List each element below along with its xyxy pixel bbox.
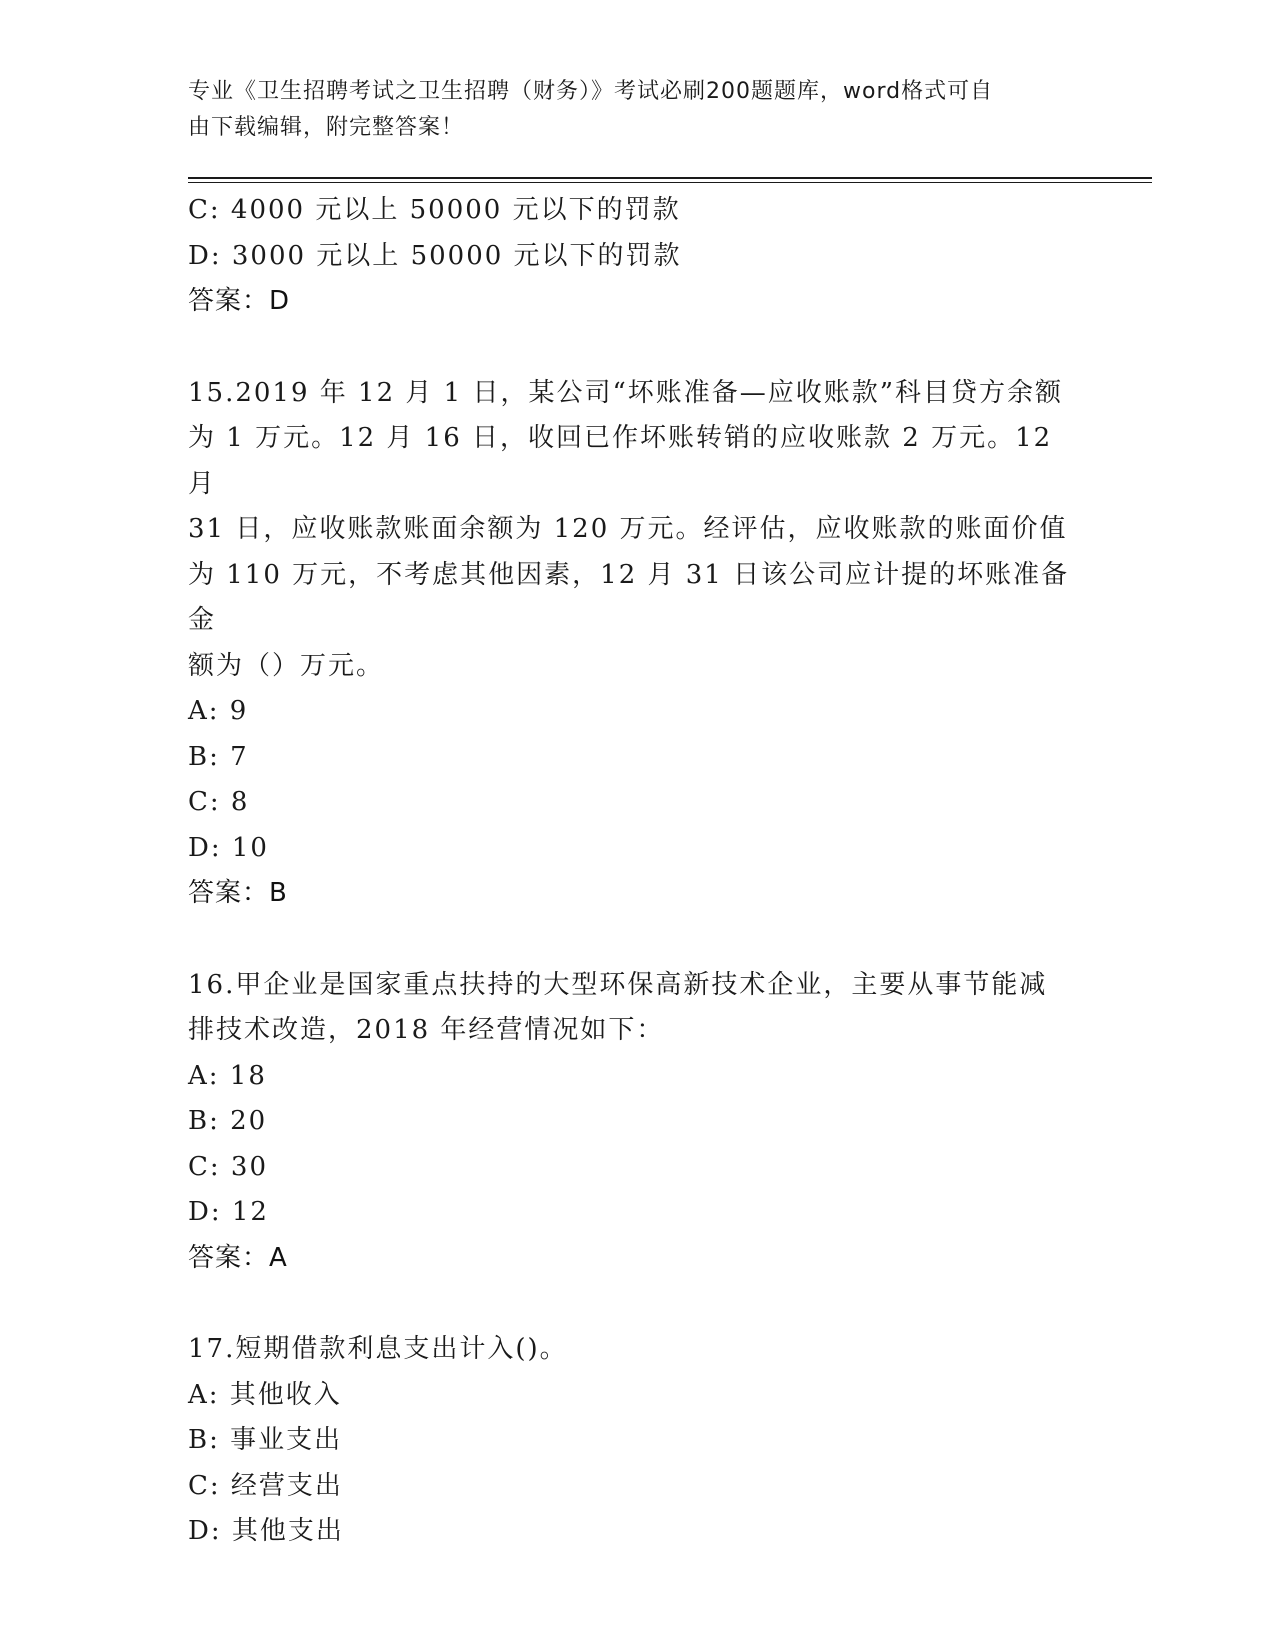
spacer bbox=[188, 917, 1088, 963]
option-b: B: 7 bbox=[188, 741, 249, 772]
question-14-tail bbox=[188, 188, 1088, 325]
question-stem bbox=[188, 371, 1088, 690]
question-15 bbox=[188, 371, 1088, 917]
header-title-line-1: 专业《卫生招聘考试之卫生招聘（财务）》考试必刷200题题库，word格式可自 bbox=[188, 79, 994, 104]
header-divider-thick bbox=[188, 177, 1152, 179]
option-c: C: 经营支出 bbox=[188, 1470, 343, 1501]
option-a: A: 其他收入 bbox=[188, 1379, 342, 1410]
spacer bbox=[188, 325, 1088, 371]
option-c: C: 8 bbox=[188, 787, 250, 817]
option-d: D: 12 bbox=[188, 1197, 269, 1227]
document-body bbox=[188, 188, 1088, 1555]
option-b: B: 事业支出 bbox=[188, 1425, 343, 1455]
question-stem-line: 为 110 万元，不考虑其他因素，12 月 31 日该公司应计提的坏账准备金 bbox=[188, 559, 1070, 635]
option-d: D: 3000 元以上 50000 元以下的罚款 bbox=[188, 240, 682, 271]
option-a: A: 9 bbox=[188, 696, 249, 726]
header-title-line-2: 由下载编辑，附完整答案！ bbox=[188, 115, 465, 140]
option-d: D: 其他支出 bbox=[188, 1516, 344, 1546]
header-divider-thin bbox=[188, 182, 1152, 183]
question-stem-line: 额为（）万元。 bbox=[188, 650, 385, 681]
question-stem-line: 为 1 万元。12 月 16 日，收回已作坏账转销的应收账款 2 万元。12 月 bbox=[188, 423, 1053, 499]
answer-line: 答案：A bbox=[188, 1242, 288, 1273]
question-16 bbox=[188, 963, 1088, 1282]
option-d: D: 10 bbox=[188, 832, 269, 863]
question-stem bbox=[188, 963, 1088, 1054]
spacer bbox=[188, 1281, 1088, 1327]
question-stem-line: 31 日，应收账款账面余额为 120 万元。经评估，应收账款的账面价值 bbox=[188, 514, 1068, 544]
answer-line: 答案：D bbox=[188, 286, 291, 316]
question-stem-line: 15.2019 年 12 月 1 日，某公司“坏账准备—应收账款”科目贷方余额 bbox=[188, 377, 1064, 408]
option-c: C: 30 bbox=[188, 1151, 269, 1182]
document-header bbox=[188, 74, 1068, 146]
option-b: B: 20 bbox=[188, 1106, 268, 1136]
answer-line: 答案：B bbox=[188, 878, 288, 908]
question-stem-line: 排技术改造，2018 年经营情况如下： bbox=[188, 1015, 665, 1045]
question-stem-line: 16.甲企业是国家重点扶持的大型环保高新技术企业，主要从事节能减 bbox=[188, 969, 1048, 1000]
question-stem: 17.短期借款利息支出计入()。 bbox=[188, 1334, 568, 1364]
option-c: C: 4000 元以上 50000 元以下的罚款 bbox=[188, 195, 681, 225]
option-a: A: 18 bbox=[188, 1060, 267, 1091]
question-17 bbox=[188, 1327, 1088, 1555]
